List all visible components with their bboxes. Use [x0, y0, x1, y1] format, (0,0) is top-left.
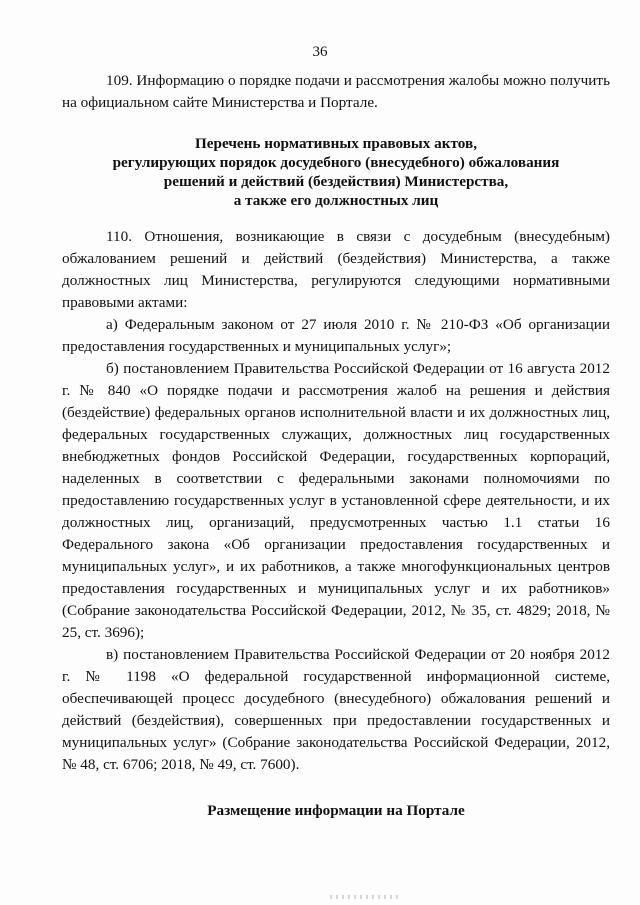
paragraph-109: 109. Информацию о порядке подачи и рассмотрения жалобы можно получить на официальном сайте Министерства и Портале.: [62, 72, 610, 111]
paragraph-110: 110. Отношения, возникающие в связи с досудебным (внесудебным) обжалованием решений и действий (бездействия) Министерства, а также должностных лиц Министерства, регулируются следующими нормативными правовыми актами:: [62, 228, 610, 311]
list-item-b: б) постановлением Правительства Российской Федерации от 16 августа 2012 г. № 840 «О порядке подачи и рассмотрения жалоб на решения и действия (бездействие) федеральных органов исполнительной власти и их должностных лиц, федеральных государственных служащих, должностных лиц государственных внебюджетных фондов Российской Федерации, государственных корпораций, наделенных в соответствии с федеральными законами полномочиями по предоставлению государственных услуг в установленной сфере деятельности, и их должностных лиц, организаций, предусмотренных частью 1.1 статьи 16 Федерального закона «Об организации предоставления государственных и муниципальных услуг», и их работников, а также многофункциональных центров предоставления государственных и муниципальных услуг и их работников» (Собрание законодательства Российской Федерации, 2012, № 35, ст. 4829; 2018, № 25, ст. 3696);: [62, 360, 610, 641]
heading-line: регулирующих порядок досудебного (внесудебного) обжалования: [112, 154, 560, 171]
list-item-a: а) Федеральным законом от 27 июля 2010 г. № 210-ФЗ «Об организации предоставления государственных и муниципальных услуг»;: [62, 316, 610, 355]
section-heading-portal: Размещение информации на Портале: [207, 802, 465, 819]
heading-line: а также его должностных лиц: [233, 192, 439, 209]
section-heading-regulatory-acts: [62, 134, 610, 210]
page-number: 36: [312, 44, 328, 60]
document-body: [62, 70, 610, 822]
scan-artifact: [330, 895, 400, 899]
heading-line: Перечень нормативных правовых актов,: [194, 135, 478, 152]
heading-line: решений и действий (бездействия) Министерства,: [163, 173, 509, 190]
list-item-v: в) постановлением Правительства Российской Федерации от 20 ноября 2012 г. № 1198 «О федеральной государственной информационной системе, обеспечивающей процесс досудебного (внесудебного) обжалования решений и действий (бездействия), совершенных при предоставлении государственных и муниципальных услуг» (Собрание законодательства Российской Федерации, 2012, № 48, ст. 6706; 2018, № 49, ст. 7600).: [62, 646, 610, 773]
